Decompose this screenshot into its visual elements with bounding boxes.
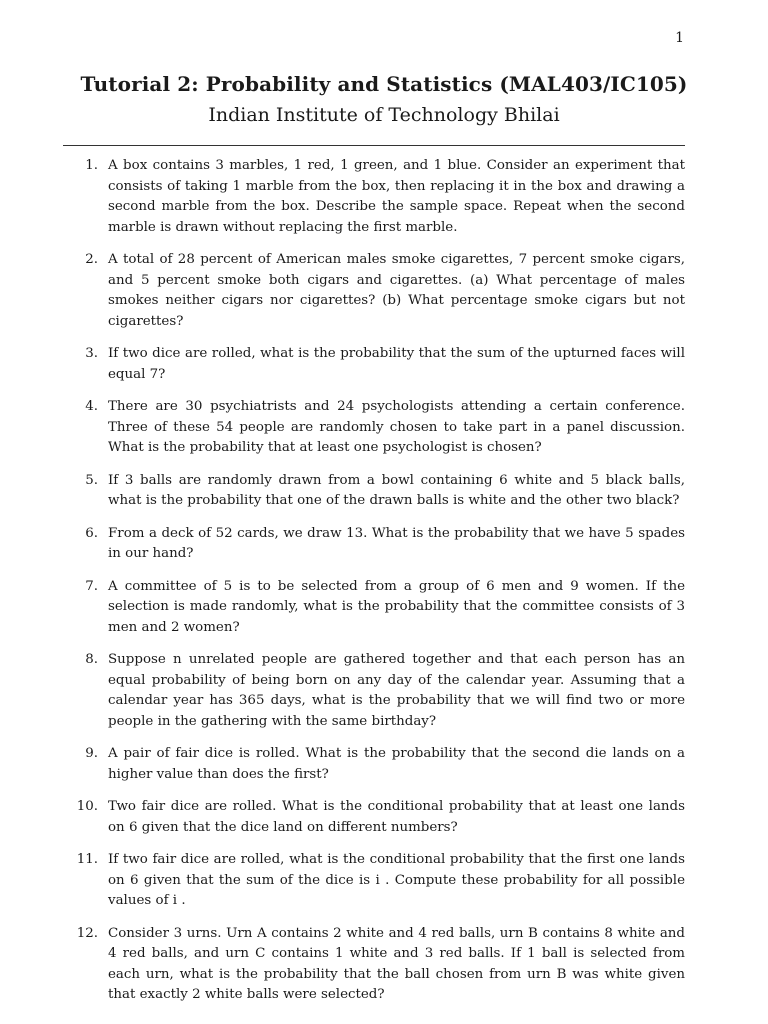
problem-item [63, 924, 685, 1006]
problem-item [63, 250, 685, 332]
problem-number: 3. [85, 346, 98, 361]
problem-number: 10. [76, 799, 98, 814]
problem-text: Suppose n unrelated people are gathered together and that each person has an equal probability of being born on any day of the calendar year. Assuming that a calendar year has 365 days, what is the probability that we will find two or more people in the gathering with the same birthday? [108, 652, 685, 729]
problem-text: From a deck of 52 cards, we draw 13. What is the probability that we have 5 spades in our hand? [108, 525, 685, 561]
problem-number: 12. [76, 925, 98, 941]
problem-item [63, 577, 685, 639]
problem-number: 7. [85, 578, 98, 594]
problem-item [63, 397, 685, 459]
problem-number: 9. [85, 746, 98, 761]
problem-list [63, 156, 685, 1018]
problem-text: A committee of 5 is to be selected from a group of 6 men and 9 women. If the selection is made randomly, what is the probability that the committee consists of 3 men and 2 women? [108, 578, 685, 635]
problem-number: 1. [85, 158, 98, 173]
header-divider [63, 145, 685, 146]
problem-number: 8. [85, 652, 98, 667]
problem-text: If 3 balls are randomly drawn from a bowl containing 6 white and 5 black balls, what is the probability that one of the drawn balls is white and the other two black? [108, 472, 685, 508]
document-title: Tutorial 2: Probability and Statistics (MAL403/IC105) [80, 72, 688, 96]
problem-text: Consider 3 urns. Urn A contains 2 white and 4 red balls, urn B contains 8 white and 4 red balls, and urn C contains 1 white and 3 red balls. If 1 ball is selected from each urn, what is the probability that the ball chosen from urn B was white given that exactly 2 white balls were selected? [108, 925, 685, 1002]
problem-text: A box contains 3 marbles, 1 red, 1 green, and 1 blue. Consider an experiment that consists of taking 1 marble from the box, then replacing it in the box and drawing a second marble from the box. Describe the sample space. Repeat when the second marble is drawn without replacing the first marble. [108, 158, 685, 235]
problem-number: 6. [85, 525, 98, 541]
problem-item [63, 471, 685, 512]
problem-item [63, 850, 685, 912]
problem-text: Two fair dice are rolled. What is the conditional probability that at least one lands on 6 given that the dice land on different numbers? [108, 799, 685, 835]
problem-item [63, 524, 685, 565]
problem-text: If two dice are rolled, what is the probability that the sum of the upturned faces will equal 7? [108, 346, 685, 382]
problem-text: A pair of fair dice is rolled. What is the probability that the second die lands on a higher value than does the first? [108, 746, 685, 782]
problem-item [63, 744, 685, 785]
problem-number: 2. [85, 252, 98, 267]
problem-item [63, 156, 685, 238]
document-subtitle: Indian Institute of Technology Bhilai [208, 104, 560, 126]
problem-item [63, 344, 685, 385]
problem-text: There are 30 psychiatrists and 24 psychologists attending a certain conference. Three of these 54 people are randomly chosen to take part in a panel discussion. What is the probability that at least one psychologist is chosen? [108, 399, 685, 455]
problem-item [63, 797, 685, 838]
problem-number: 11. [76, 852, 98, 867]
problem-text: If two fair dice are rolled, what is the conditional probability that the first one lands on 6 given that the sum of the dice is i . Compute these probability for all possible values of i . [108, 852, 685, 908]
problem-text: A total of 28 percent of American males smoke cigarettes, 7 percent smoke cigars, and 5 percent smoke both cigars and cigarettes. (a) What percentage of males smokes neither cigars nor cigarettes? (b) What percentage smoke cigars but not cigarettes? [108, 252, 685, 329]
problem-number: 5. [85, 472, 98, 488]
problem-number: 4. [85, 399, 98, 414]
page-number: 1 [675, 30, 684, 46]
problem-item [63, 650, 685, 732]
